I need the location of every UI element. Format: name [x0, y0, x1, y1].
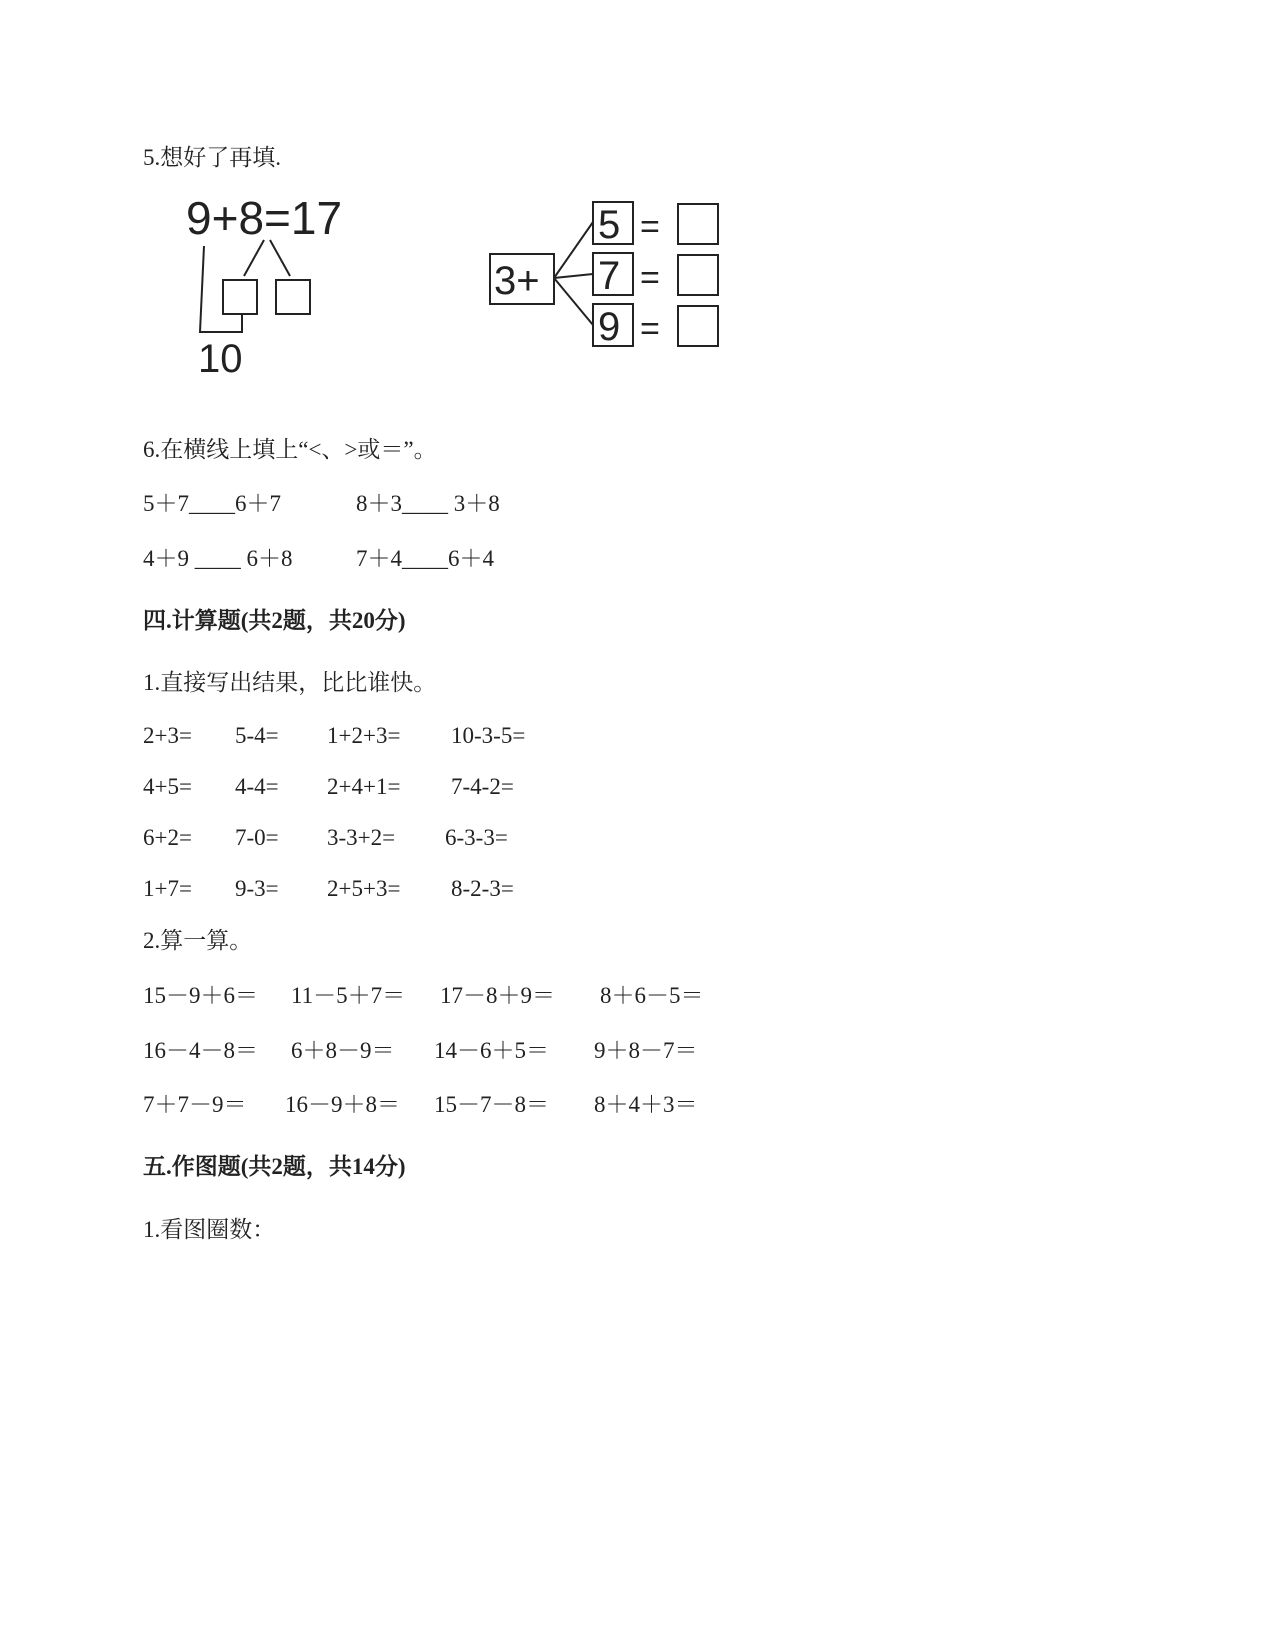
q5-addend-3: 9	[598, 305, 621, 349]
q5-left-diagram	[180, 192, 390, 382]
s4-p1-item: 7-4-2=	[451, 774, 514, 799]
s4-p1-title: 1.直接写出结果，比比谁快。	[143, 670, 437, 695]
s4-p1-item: 5-4=	[235, 723, 279, 748]
s4-p1-item: 1+7=	[143, 876, 192, 901]
s4-p1-item: 3-3+2=	[327, 825, 396, 850]
q5-addend-2: 7	[598, 254, 621, 298]
s4-p2-item: 7＋7－9＝	[143, 1092, 247, 1117]
q6-item: 4＋9 ____ 6＋8	[143, 546, 293, 571]
s4-p1-item: 4-4=	[235, 774, 279, 799]
q6-item: 8＋3____ 3＋8	[356, 491, 500, 516]
q5-left-equation: 9+8=17	[186, 192, 343, 244]
s4-p2-item: 17－8＋9＝	[440, 983, 555, 1008]
s4-p2-item: 8＋6－5＝	[600, 983, 704, 1008]
q5-left-result: 10	[198, 337, 243, 381]
q5-equals-3: =	[640, 310, 660, 348]
q5-equals-1: =	[640, 208, 660, 246]
q5-equals-2: =	[640, 259, 660, 297]
s4-p2-item: 16－4－8＝	[143, 1038, 258, 1063]
q6-item: 5＋7____6＋7	[143, 491, 281, 516]
s4-p2-item: 6＋8－9＝	[291, 1038, 395, 1063]
s4-p1-item: 6-3-3=	[445, 825, 508, 850]
s4-p1-item: 2+4+1=	[327, 774, 401, 799]
s4-p1-item: 4+5=	[143, 774, 192, 799]
q5-right-diagram	[486, 198, 726, 353]
section-4-heading: 四.计算题(共2题，共20分)	[143, 608, 406, 633]
s4-p2-item: 11－5＋7＝	[291, 983, 406, 1008]
q5-left-box-1[interactable]	[223, 280, 257, 314]
s4-p2-item: 15－9＋6＝	[143, 983, 258, 1008]
q5-left-box-2[interactable]	[276, 280, 310, 314]
s4-p1-item: 7-0=	[235, 825, 279, 850]
s4-p1-item: 8-2-3=	[451, 876, 514, 901]
s4-p1-item: 6+2=	[143, 825, 192, 850]
s4-p1-item: 2+5+3=	[327, 876, 401, 901]
q6-title: 6.在横线上填上“<、>或＝”。	[143, 437, 437, 462]
q5-right-start: 3+	[494, 259, 540, 303]
q5-answer-box-2[interactable]	[678, 255, 718, 295]
s4-p1-item: 10-3-5=	[451, 723, 526, 748]
s4-p2-title: 2.算一算。	[143, 928, 253, 953]
section-5-heading: 五.作图题(共2题，共14分)	[143, 1154, 406, 1179]
s4-p2-item: 8＋4＋3＝	[594, 1092, 698, 1117]
s4-p1-item: 9-3=	[235, 876, 279, 901]
s4-p2-item: 14－6＋5＝	[434, 1038, 549, 1063]
q5-answer-box-3[interactable]	[678, 306, 718, 346]
q5-title: 5.想好了再填.	[143, 145, 281, 170]
s4-p2-item: 16－9＋8＝	[285, 1092, 400, 1117]
s4-p1-item: 2+3=	[143, 723, 192, 748]
s4-p2-item: 15－7－8＝	[434, 1092, 549, 1117]
s4-p2-item: 9＋8－7＝	[594, 1038, 698, 1063]
q5-addend-1: 5	[598, 203, 621, 247]
q6-item: 7＋4____6＋4	[356, 546, 494, 571]
s4-p1-item: 1+2+3=	[327, 723, 401, 748]
s5-p1-title: 1.看图圈数：	[143, 1217, 276, 1242]
q5-answer-box-1[interactable]	[678, 204, 718, 244]
